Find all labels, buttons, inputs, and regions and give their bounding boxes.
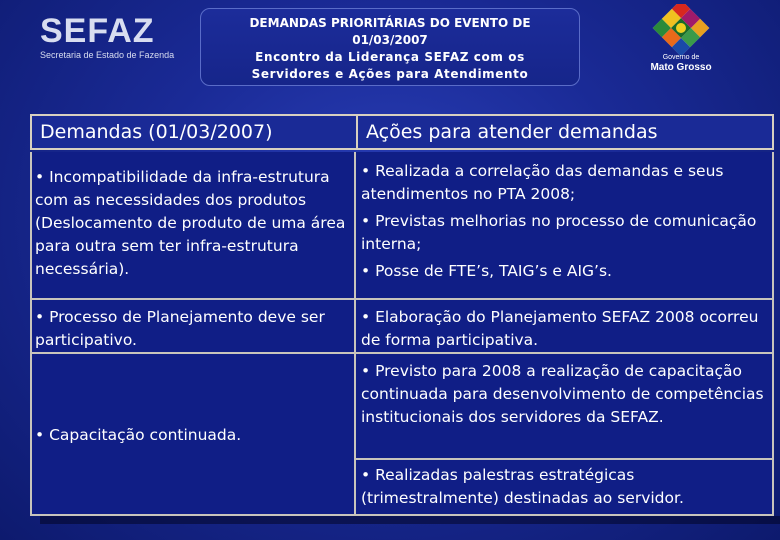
title-line-2: 01/03/2007 [352, 33, 428, 47]
row-2-demand-text: • Processo de Planejamento deve ser participativo. [35, 308, 325, 349]
demands-table [30, 152, 774, 516]
row-2-action [358, 306, 772, 352]
title-line-1: DEMANDAS PRIORITÁRIAS DO EVENTO DE [249, 16, 531, 30]
column-divider [354, 152, 356, 516]
sefaz-logo-text: SEFAZ [40, 12, 155, 50]
table-header [30, 114, 774, 150]
row-3-action [358, 360, 772, 429]
row-3-action-2: • Realizadas palestras estratégicas (trimestralmente) destinadas ao servidor. [361, 466, 684, 507]
row-3-action-1: • Previsto para 2008 a realização de capacitação continuada para desenvolvimento de competências institucionais dos servidores da SEFAZ. [361, 362, 764, 426]
row-1-action-1: • Realizada a correlação das demandas e seus atendimentos no PTA 2008; [361, 162, 724, 203]
table-bottom-border [30, 514, 774, 516]
row-1-action-2: • Previstas melhorias no processo de comunicação interna; [361, 212, 757, 253]
row-3-action-extra [358, 464, 772, 510]
row-1-action [358, 160, 772, 283]
table-shadow [40, 516, 780, 524]
row-divider-1 [30, 298, 774, 300]
mato-grosso-caption [646, 54, 716, 73]
row-3-demand [32, 424, 356, 447]
row-divider-2 [30, 352, 774, 354]
header-acoes: Ações para atender demandas [366, 121, 658, 143]
event-title-box [200, 8, 580, 86]
header-demandas: Demandas (01/03/2007) [40, 121, 273, 143]
caption-mato-grosso: Mato Grosso [650, 62, 712, 73]
table-right-border [772, 152, 774, 516]
title-line-3: Encontro da Liderança SEFAZ com os [255, 50, 525, 64]
row-1-demand [32, 166, 356, 281]
sefaz-logo-subtitle: Secretaria de Estado de Fazenda [40, 50, 175, 60]
caption-governo: Governo de [662, 54, 700, 61]
row-2-demand [32, 306, 356, 352]
row-3-demand-text: • Capacitação continuada. [35, 426, 242, 444]
row-1-action-3: • Posse de FTE’s, TAIG’s e AIG’s. [361, 262, 612, 280]
title-line-4: Servidores e Ações para Atendimento [251, 67, 529, 81]
table-left-border [30, 152, 32, 516]
header-divider [356, 116, 358, 148]
row-1-demand-text: • Incompatibilidade da infra-estrutura com as necessidades dos produtos (Deslocamento de produto de uma área para outra sem ter infra-estrutura necessária). [35, 168, 346, 278]
row-divider-3 [354, 458, 774, 460]
sefaz-logo [40, 12, 190, 60]
row-2-action-1: • Elaboração do Planejamento SEFAZ 2008 ocorreu de forma participativa. [361, 308, 759, 349]
